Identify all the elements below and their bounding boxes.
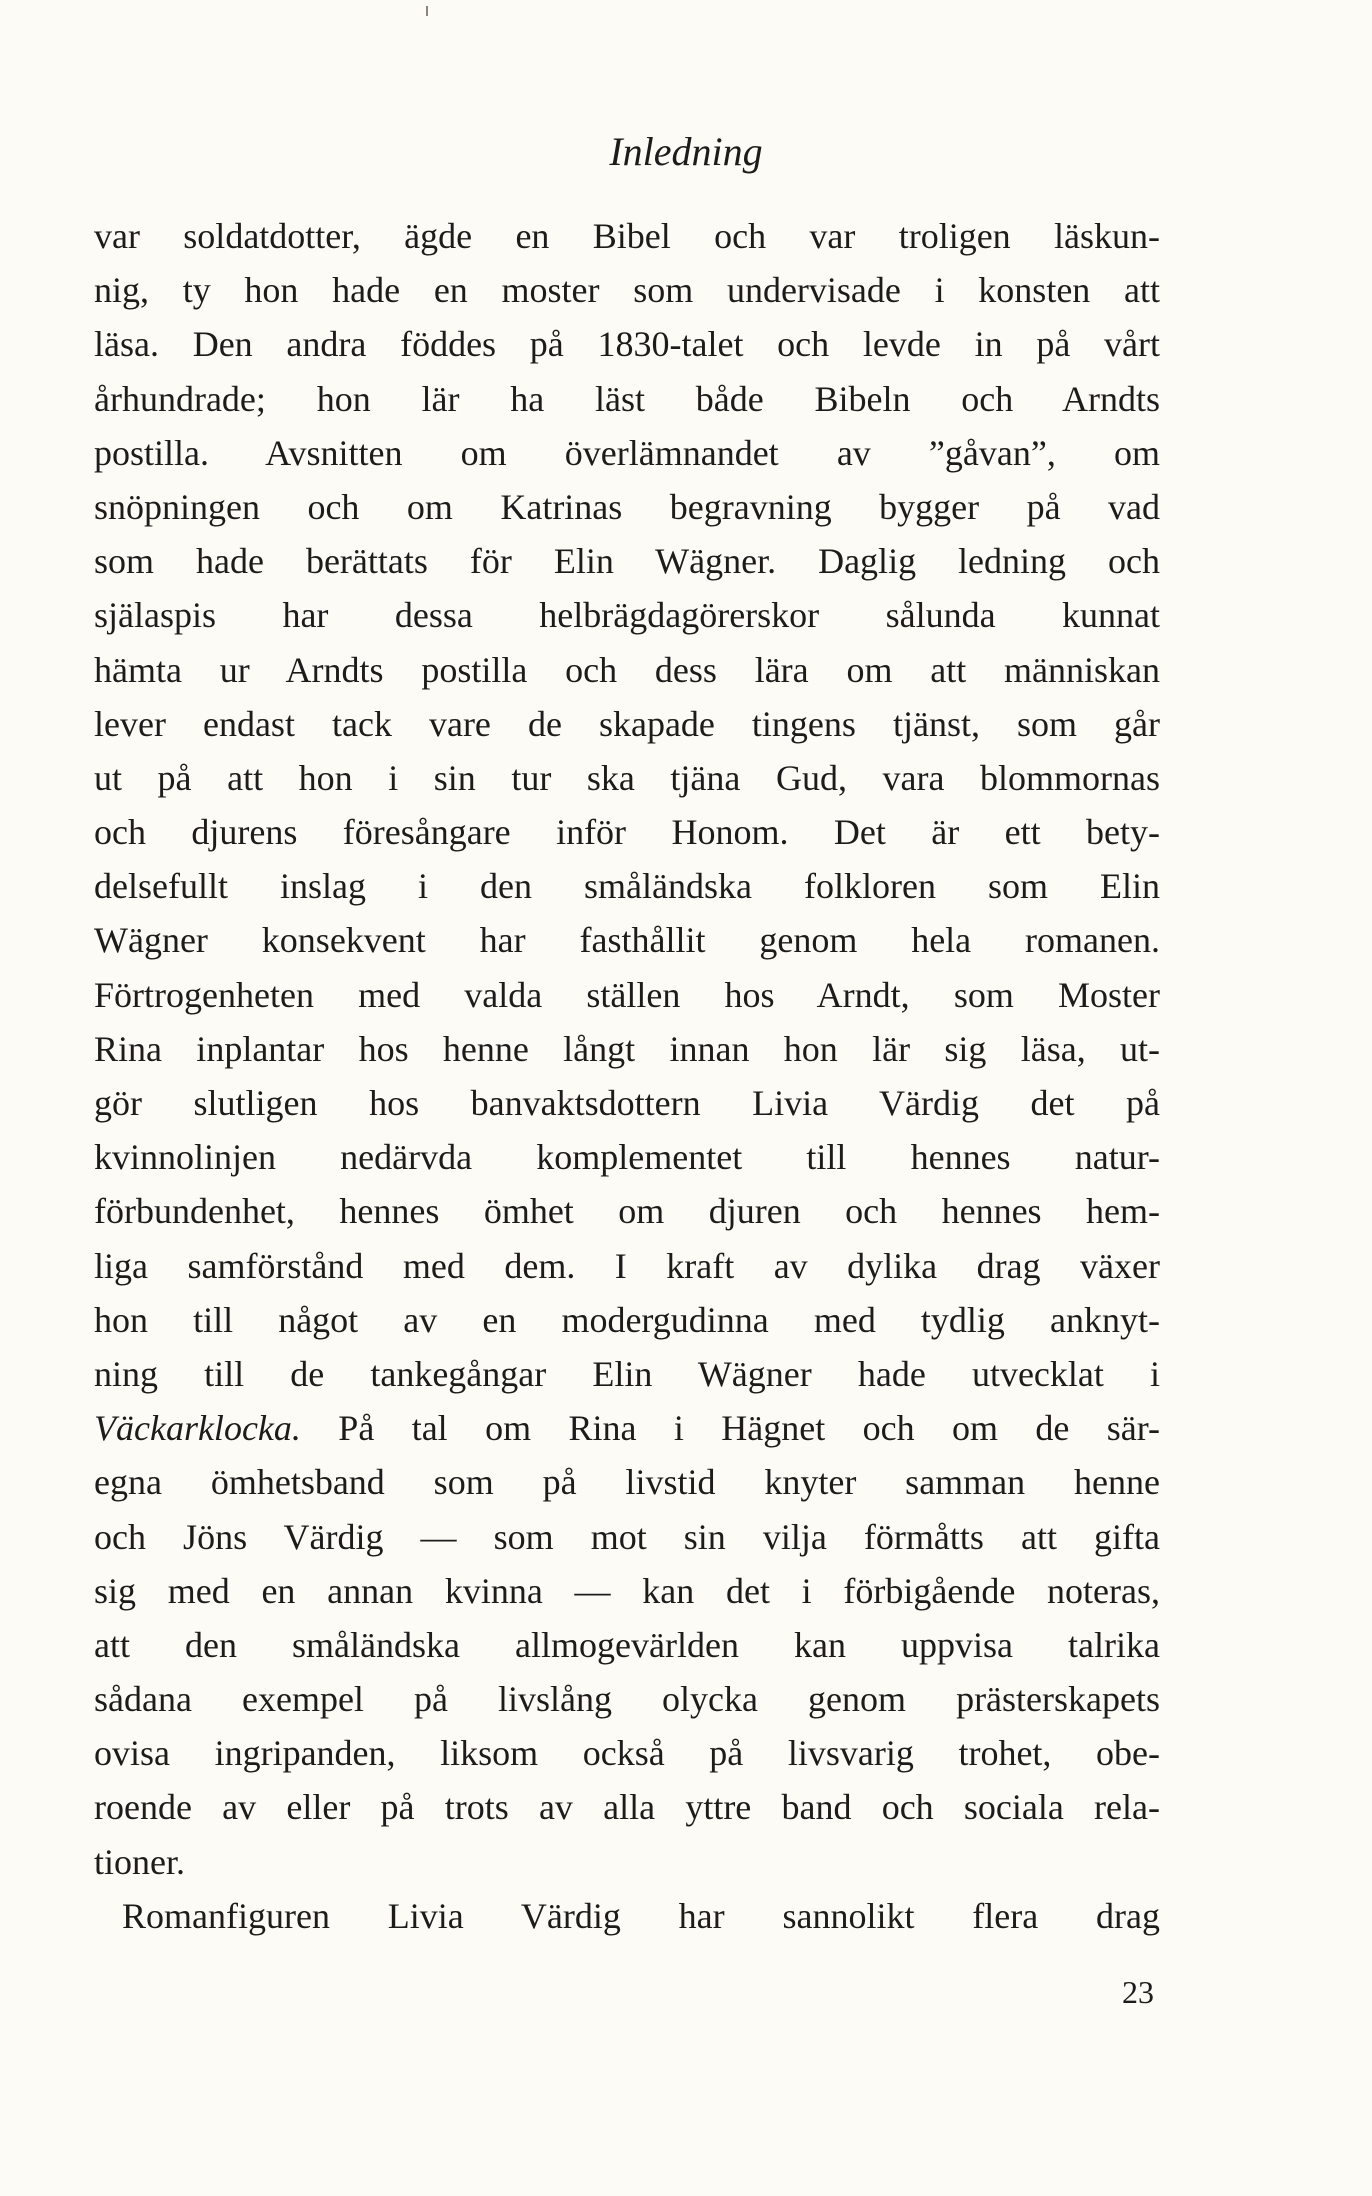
text-line: som hade berättats för Elin Wägner. Daglig ledning och [94, 541, 1160, 582]
text-line: Wägner konsekvent har fasthållit genom hela romanen. [94, 920, 1160, 961]
text-line: nig, ty hon hade en moster som undervisade i konsten att [94, 270, 1160, 311]
page-number: 23 [1122, 1974, 1154, 2010]
text-line: lever endast tack vare de skapade tingens tjänst, som går [94, 703, 1160, 744]
text-line: och djurens föresångare inför Honom. Det är ett bety- [94, 812, 1160, 853]
scan-mark [426, 6, 428, 16]
text-line: postilla. Avsnitten om överlämnandet av ”gåvan”, om [94, 432, 1160, 473]
text-line: ovisa ingripanden, liksom också på livsvarig trohet, obe- [94, 1733, 1160, 1774]
text-line-with-title [94, 1401, 1160, 1455]
text-line: delsefullt inslag i den småländska folkloren som Elin [94, 866, 1160, 907]
text-line: och Jöns Värdig — som mot sin vilja förmåtts att gifta [94, 1516, 1160, 1557]
text-line: hämta ur Arndts postilla och dess lära om att människan [94, 649, 1160, 690]
text-line: gör slutligen hos banvaktsdottern Livia Värdig det på [94, 1083, 1160, 1123]
text-line-rest: På tal om Rina i Hägnet och om de sär- [300, 1408, 1160, 1449]
text-line: hon till något av en modergudinna med tydlig anknyt- [94, 1299, 1160, 1340]
text-line: läsa. Den andra föddes på 1830-talet och levde in på vårt [94, 324, 1160, 365]
text-line: ning till de tankegångar Elin Wägner hade utvecklat i [94, 1353, 1160, 1394]
text-line: århundrade; hon lär ha läst både Bibeln och Arndts [94, 378, 1160, 419]
text-line: Förtrogenheten med valda ställen hos Arndt, som Moster [94, 974, 1160, 1015]
text-line: Rina inplantar hos henne långt innan hon lär sig läsa, ut- [94, 1028, 1160, 1069]
paragraph-start-line: Romanfiguren Livia Värdig har sannolikt flera drag [122, 1895, 1160, 1936]
text-line: liga samförstånd med dem. I kraft av dylika drag växer [94, 1245, 1160, 1286]
text-line: sådana exempel på livslång olycka genom prästerskapets [94, 1679, 1160, 1720]
body-text [94, 209, 1160, 1943]
text-line: förbundenhet, hennes ömhet om djuren och hennes hem- [94, 1191, 1160, 1232]
text-line: själaspis har dessa helbrägdagörerskor sålunda kunnat [94, 595, 1160, 636]
text-line: kvinnolinjen nedärvda komplementet till hennes natur- [94, 1137, 1160, 1178]
text-line: ut på att hon i sin tur ska tjäna Gud, vara blommornas [94, 757, 1160, 798]
text-line: var soldatdotter, ägde en Bibel och var troligen läskun- [94, 216, 1160, 256]
paragraph-end-line: tioner. [94, 1841, 185, 1882]
book-title-italic: Väckarklocka. [94, 1408, 301, 1449]
text-line: egna ömhetsband som på livstid knyter samman henne [94, 1462, 1160, 1503]
text-line: sig med en annan kvinna — kan det i förbigående noteras, [94, 1570, 1160, 1611]
text-line: roende av eller på trots av alla yttre band och sociala rela- [94, 1787, 1160, 1828]
text-line: snöpningen och om Katrinas begravning bygger på vad [94, 486, 1160, 527]
text-line: att den småländska allmogevärlden kan uppvisa talrika [94, 1624, 1160, 1665]
running-title: Inledning [609, 129, 763, 174]
